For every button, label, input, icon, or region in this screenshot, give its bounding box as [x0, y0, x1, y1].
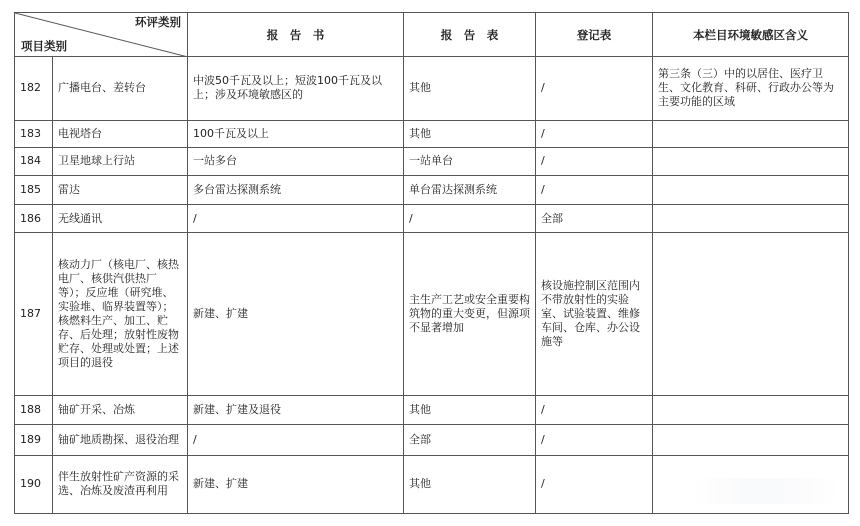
table-row: [15, 425, 849, 455]
register-cell: /: [536, 455, 653, 513]
environmental-assessment-table: [14, 12, 849, 514]
report-book-cell: 新建、扩建及退役: [188, 396, 404, 425]
sensitive-area-meaning-cell: [653, 205, 849, 233]
report-form-cell: 其他: [404, 455, 536, 513]
header-row: [15, 13, 849, 57]
report-book-cell: /: [188, 425, 404, 455]
column-header-register: 登记表: [536, 13, 653, 57]
sensitive-area-meaning-cell: [653, 175, 849, 204]
report-form-cell: 一站单台: [404, 147, 536, 175]
register-cell: /: [536, 120, 653, 147]
sensitive-area-meaning-cell: [653, 233, 849, 396]
report-form-cell: 其他: [404, 396, 536, 425]
project-name: 铀矿开采、冶炼: [53, 396, 188, 425]
table-row: [15, 147, 849, 175]
report-book-cell: 一站多台: [188, 147, 404, 175]
report-book-cell: 多台雷达探测系统: [188, 175, 404, 204]
row-number: 189: [15, 425, 53, 455]
register-cell: 核设施控制区范围内不带放射性的实验室、试验装置、维修车间、仓库、办公设施等: [536, 233, 653, 396]
report-book-cell: 新建、扩建: [188, 455, 404, 513]
table-row: [15, 57, 849, 120]
table-row: [15, 120, 849, 147]
report-form-cell: 其他: [404, 120, 536, 147]
report-form-cell: /: [404, 205, 536, 233]
row-number: 186: [15, 205, 53, 233]
report-book-cell: 中波50千瓦及以上；短波100千瓦及以上；涉及环境敏感区的: [188, 57, 404, 120]
row-number: 185: [15, 175, 53, 204]
diagonal-header-cell: [15, 13, 188, 57]
row-number: 190: [15, 455, 53, 513]
row-number: 183: [15, 120, 53, 147]
report-book-cell: 100千瓦及以上: [188, 120, 404, 147]
sensitive-area-meaning-cell: [653, 120, 849, 147]
row-number: 188: [15, 396, 53, 425]
sensitive-area-meaning-cell: 第三条（三）中的以居住、医疗卫生、文化教育、科研、行政办公等为主要功能的区域: [653, 57, 849, 120]
table-row: [15, 205, 849, 233]
watermark-logo: [690, 478, 840, 504]
report-form-cell: 全部: [404, 425, 536, 455]
project-name: 广播电台、差转台: [53, 57, 188, 120]
register-cell: /: [536, 425, 653, 455]
sensitive-area-meaning-cell: [653, 396, 849, 425]
sensitive-area-meaning-cell: [653, 425, 849, 455]
report-book-cell: 新建、扩建: [188, 233, 404, 396]
table-row: [15, 396, 849, 425]
register-cell: /: [536, 147, 653, 175]
row-number: 182: [15, 57, 53, 120]
project-name: 无线通讯: [53, 205, 188, 233]
row-number: 184: [15, 147, 53, 175]
report-book-cell: /: [188, 205, 404, 233]
register-cell: /: [536, 396, 653, 425]
column-header-report-book: 报 告 书: [188, 13, 404, 57]
column-header-report-form: 报 告 表: [404, 13, 536, 57]
project-name: 电视塔台: [53, 120, 188, 147]
sensitive-area-meaning-cell: [653, 147, 849, 175]
register-cell: /: [536, 175, 653, 204]
project-name: 核动力厂（核电厂、核热电厂、核供汽供热厂等）；反应堆（研究堆、实验堆、临界装置等）；核燃料生产、加工、贮存、后处理；放射性废物贮存、处理或处置；上述项目的退役: [53, 233, 188, 396]
project-name: 雷达: [53, 175, 188, 204]
assessment-category-label: 环评类别: [135, 15, 181, 29]
report-form-cell: 其他: [404, 57, 536, 120]
register-cell: 全部: [536, 205, 653, 233]
row-number: 187: [15, 233, 53, 396]
table-row: [15, 175, 849, 204]
table-row: [15, 233, 849, 396]
register-cell: /: [536, 57, 653, 120]
project-name: 伴生放射性矿产资源的采选、冶炼及废渣再利用: [53, 455, 188, 513]
project-name: 铀矿地质勘探、退役治理: [53, 425, 188, 455]
report-form-cell: 单台雷达探测系统: [404, 175, 536, 204]
report-form-cell: 主生产工艺或安全重要构筑物的重大变更，但源项不显著增加: [404, 233, 536, 396]
project-category-label: 项目类别: [21, 39, 67, 54]
project-name: 卫星地球上行站: [53, 147, 188, 175]
column-header-sensitive-area-meaning: 本栏目环境敏感区含义: [653, 13, 849, 57]
